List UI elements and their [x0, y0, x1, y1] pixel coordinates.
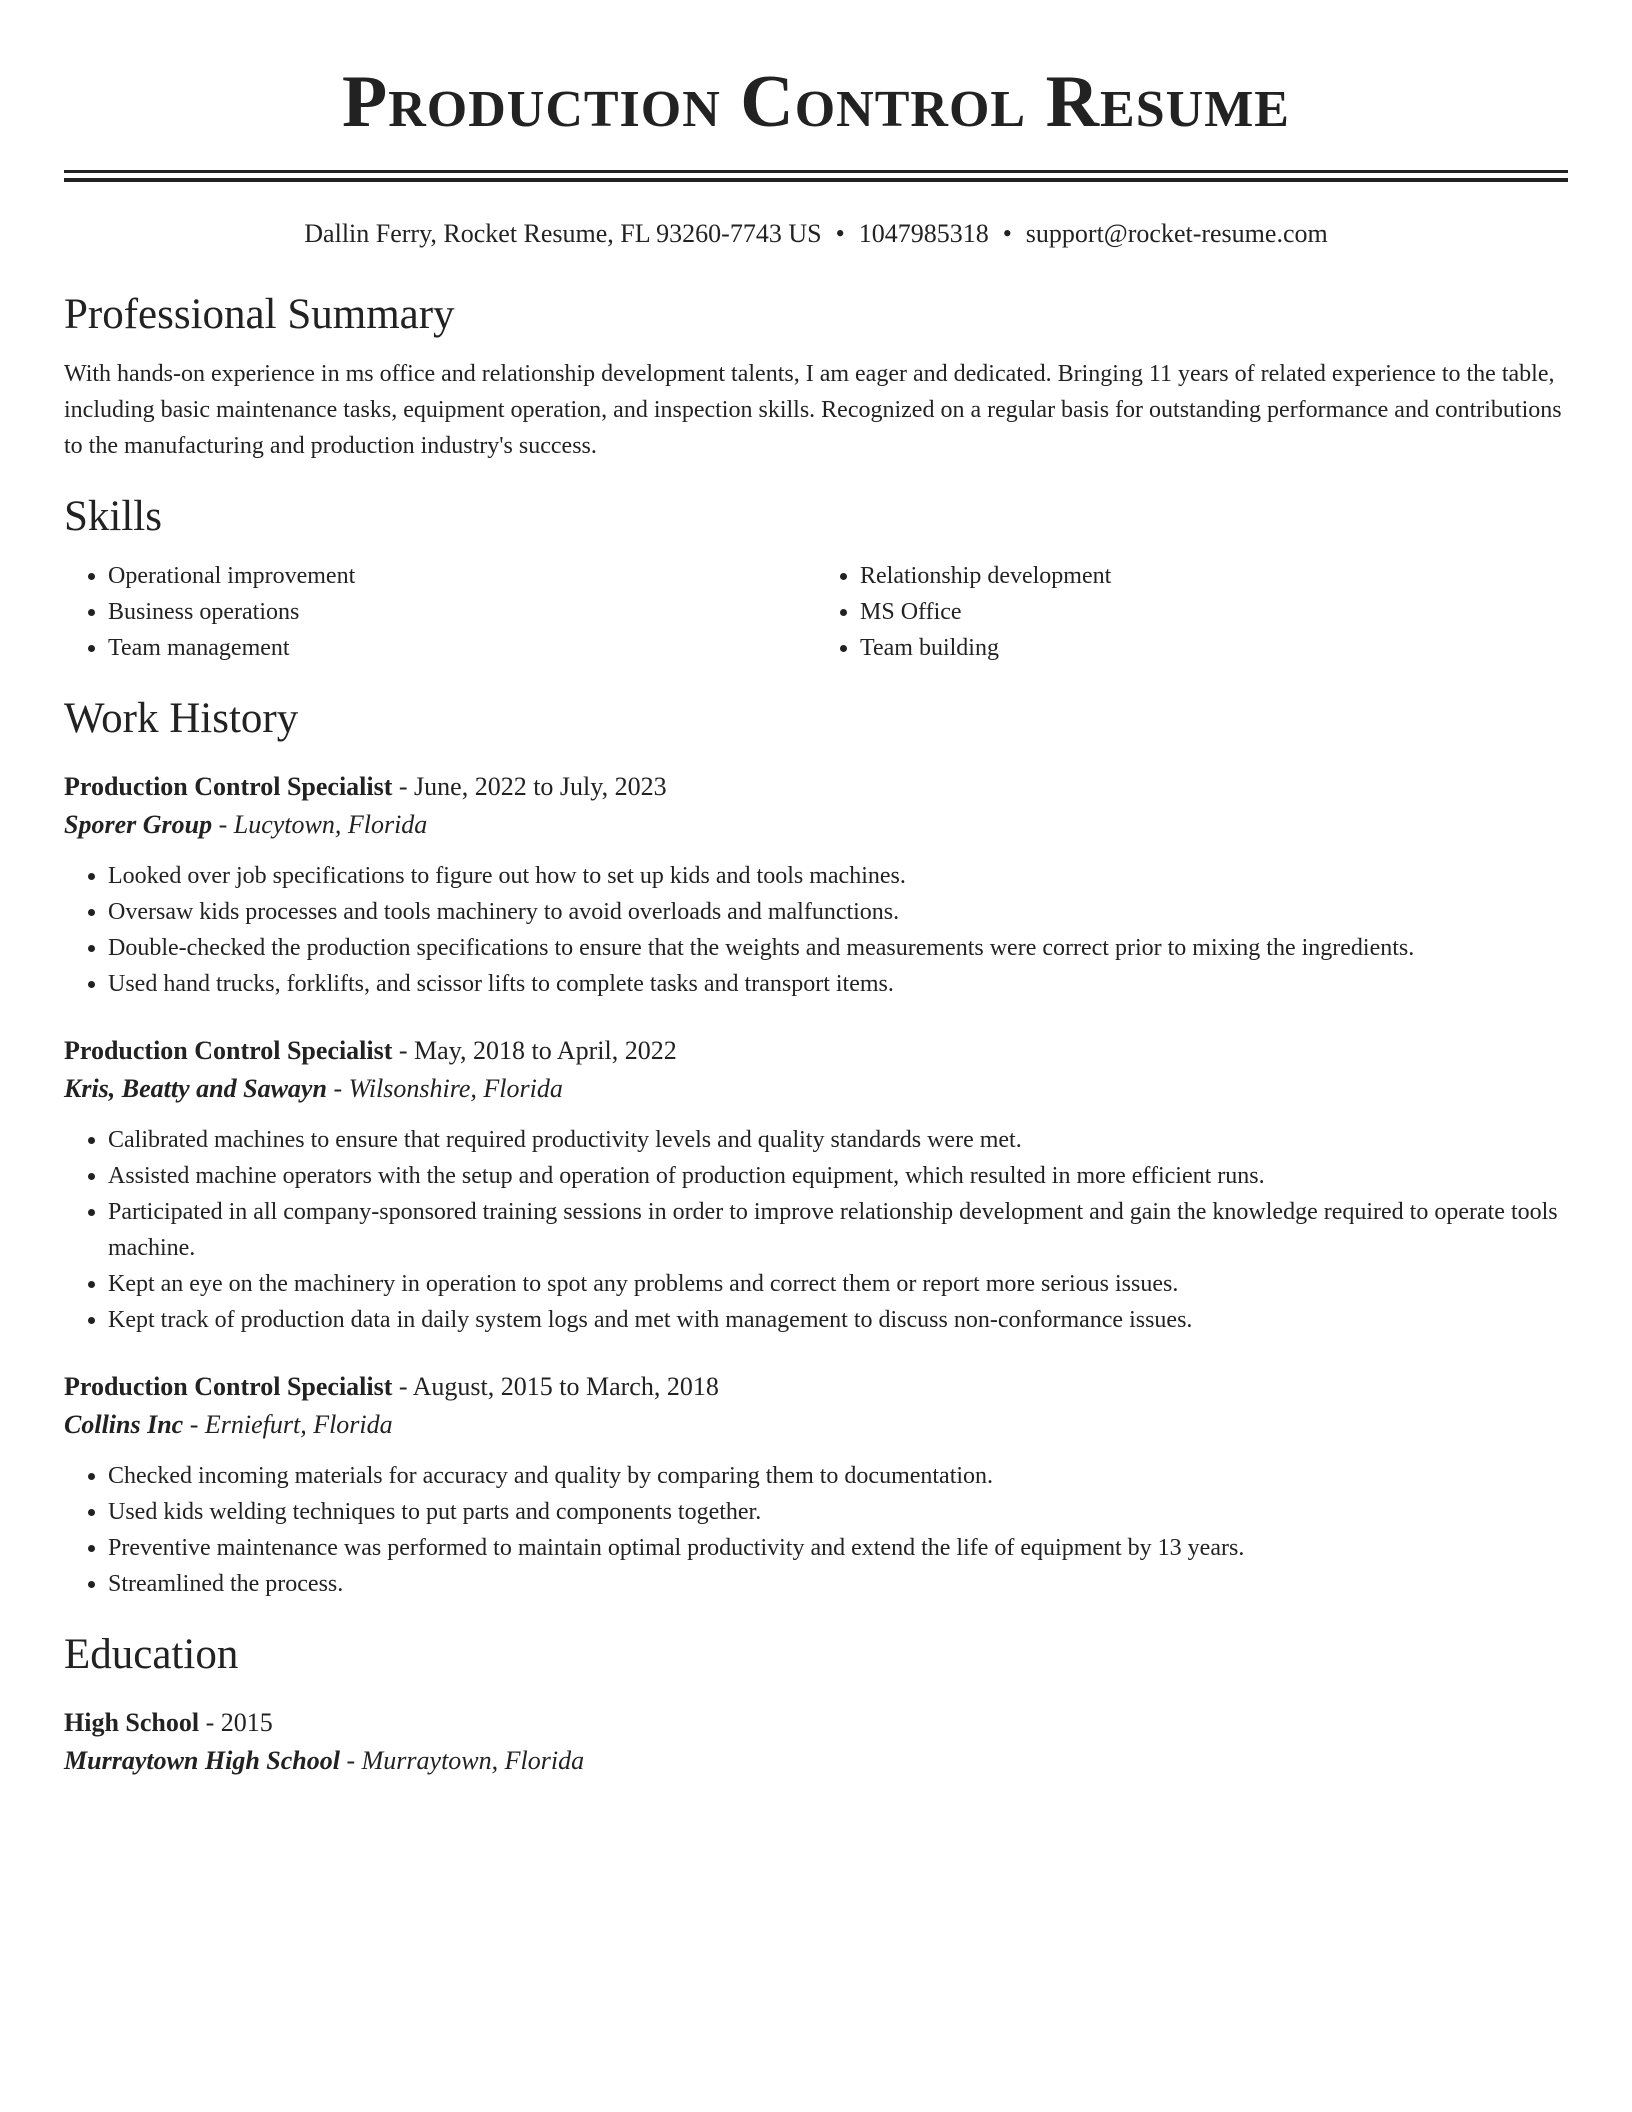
- education-school: Murraytown High School: [64, 1746, 340, 1775]
- job-duties: [64, 858, 1568, 1002]
- job-duty: • Streamlined the process.: [108, 1566, 1568, 1602]
- job-company: Collins Inc: [64, 1410, 184, 1439]
- job-duty: • Calibrated machines to ensure that required productivity levels and quality standards were met.: [108, 1122, 1568, 1158]
- skills-heading: Skills: [64, 493, 162, 540]
- contact-phone: 1047985318: [858, 219, 989, 248]
- job-duty: • Double-checked the production specifications to ensure that the weights and measurements were correct prior to mixing the ingredients.: [108, 930, 1568, 966]
- job-duty: • Oversaw kids processes and tools machinery to avoid overloads and malfunctions.: [108, 894, 1568, 930]
- education-location: - Murraytown, Florida: [339, 1746, 585, 1775]
- job-duty: • Participated in all company-sponsored training sessions in order to improve relationship development and gain the knowledge required to operate tools machine.: [108, 1194, 1568, 1266]
- job-header: [64, 768, 1568, 806]
- job-dates: - June, 2022 to July, 2023: [392, 772, 667, 801]
- job-employer: [64, 806, 1568, 844]
- job-dates: - May, 2018 to April, 2022: [392, 1036, 677, 1065]
- job-duty: • Kept an eye on the machinery in operation to spot any problems and correct them or report more serious issues.: [108, 1266, 1568, 1302]
- skill-item: • Operational improvement: [108, 558, 816, 594]
- job-location: - Lucytown, Florida: [212, 810, 428, 839]
- job-duties: [64, 1458, 1568, 1602]
- skills-column-left: [64, 558, 816, 666]
- job-duty: • Used hand trucks, forklifts, and scissor lifts to complete tasks and transport items.: [108, 966, 1568, 1002]
- job-entry: [64, 1032, 1568, 1338]
- skill-item: • Team management: [108, 630, 816, 666]
- skills-column-right: [816, 558, 1568, 666]
- job-location: - Wilsonshire, Florida: [326, 1074, 563, 1103]
- job-employer: [64, 1406, 1568, 1444]
- contact-line: [64, 216, 1568, 252]
- education-institution: [64, 1742, 1568, 1780]
- work-history-heading: Work History: [64, 695, 299, 742]
- job-header: [64, 1368, 1568, 1406]
- job-duty: • Kept track of production data in daily system logs and met with management to discuss non-conformance issues.: [108, 1302, 1568, 1338]
- job-duty: • Used kids welding techniques to put parts and components together.: [108, 1494, 1568, 1530]
- job-dates: - August, 2015 to March, 2018: [392, 1372, 719, 1401]
- title-divider: [64, 170, 1568, 182]
- contact-address: Dallin Ferry, Rocket Resume, FL 93260-7743 US: [304, 219, 822, 248]
- summary-heading: Professional Summary: [64, 291, 455, 338]
- skill-item: • Relationship development: [860, 558, 1568, 594]
- job-role: Production Control Specialist: [64, 1036, 393, 1065]
- job-role: Production Control Specialist: [64, 772, 393, 801]
- job-entry: [64, 1368, 1568, 1602]
- job-duty: • Preventive maintenance was performed to maintain optimal productivity and extend the life of equipment by 13 years.: [108, 1530, 1568, 1566]
- page-title: Production Control Resume: [342, 61, 1290, 143]
- job-location: - Erniefurt, Florida: [183, 1410, 393, 1439]
- education-degree: High School: [64, 1708, 200, 1737]
- job-header: [64, 1032, 1568, 1070]
- education-entry: [64, 1704, 1568, 1780]
- skills-list: [64, 558, 1568, 666]
- summary-text: With hands-on experience in ms office and relationship development talents, I am eager and dedicated. Bringing 11 years of related experience to the table, including basic maintenance tasks, equipment operation, and inspection skills. Recognized on a regular basis for outstanding performance and contributions to the manufacturing and production industry's success.: [64, 361, 1562, 459]
- contact-separator: •: [835, 219, 845, 248]
- education-header: [64, 1704, 1568, 1742]
- job-duty: • Assisted machine operators with the setup and operation of production equipment, which resulted in more efficient runs.: [108, 1158, 1568, 1194]
- job-duty: • Looked over job specifications to figure out how to set up kids and tools machines.: [108, 858, 1568, 894]
- skill-item: • Team building: [860, 630, 1568, 666]
- job-company: Kris, Beatty and Sawayn: [64, 1074, 327, 1103]
- contact-email: support@rocket-resume.com: [1025, 219, 1328, 248]
- job-entry: [64, 768, 1568, 1002]
- job-duty: • Checked incoming materials for accuracy and quality by comparing them to documentation.: [108, 1458, 1568, 1494]
- job-company: Sporer Group: [64, 810, 213, 839]
- skill-item: • MS Office: [860, 594, 1568, 630]
- education-heading: Education: [64, 1631, 239, 1678]
- job-duties: [64, 1122, 1568, 1338]
- job-employer: [64, 1070, 1568, 1108]
- job-role: Production Control Specialist: [64, 1372, 393, 1401]
- education-year: - 2015: [199, 1708, 273, 1737]
- skill-item: • Business operations: [108, 594, 816, 630]
- contact-separator: •: [1002, 219, 1012, 248]
